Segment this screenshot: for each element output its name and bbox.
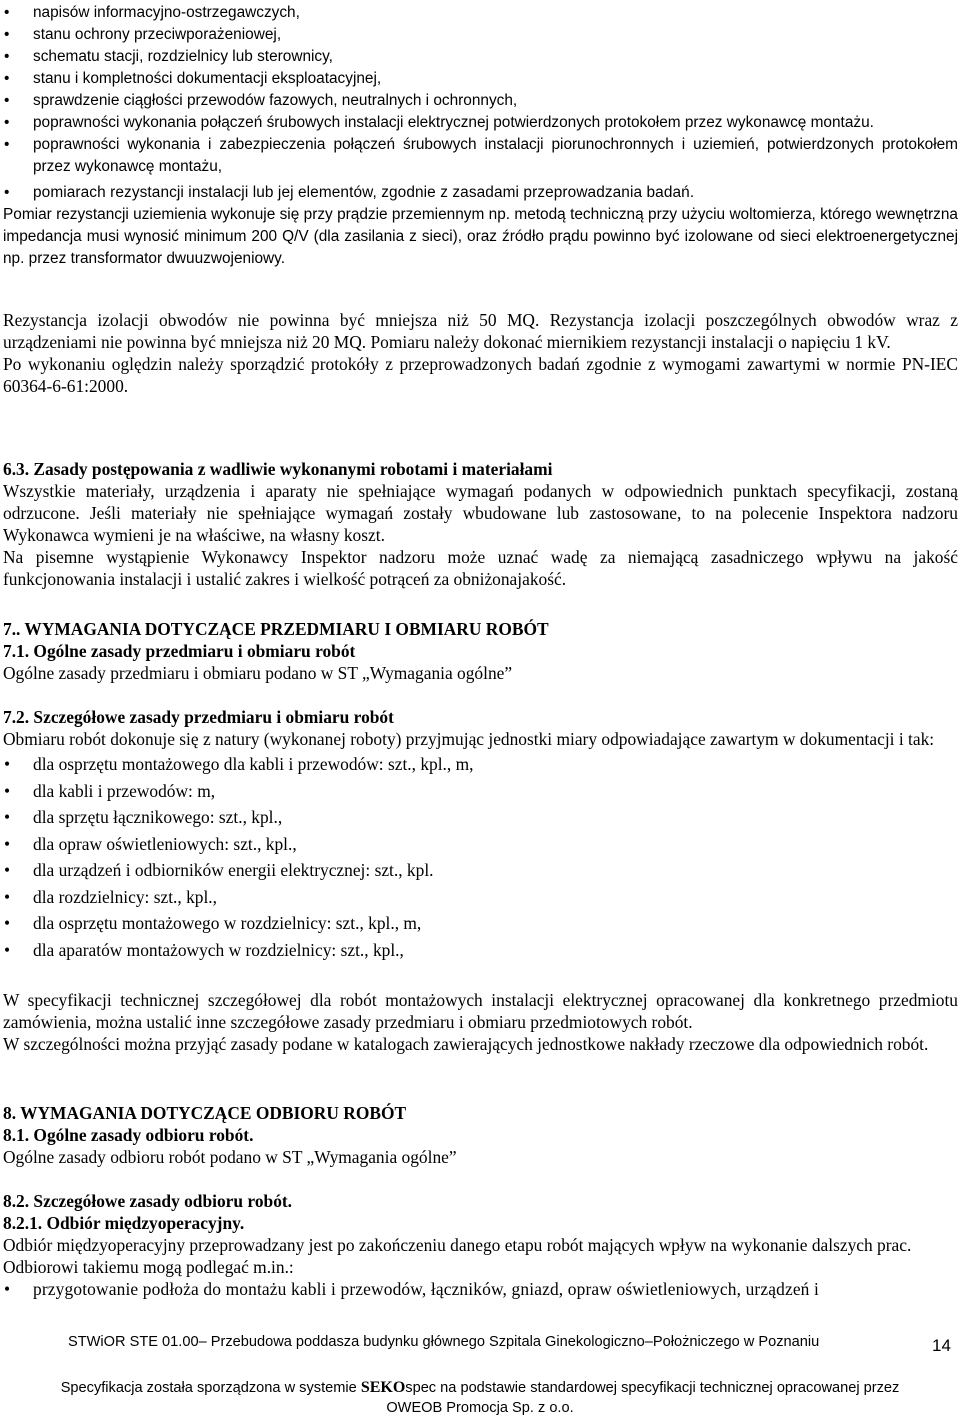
bullet-icon: • (4, 807, 11, 827)
section-7-1-heading: 7.1. Ogólne zasady przedmiaru i obmiaru robót (3, 641, 356, 661)
section-6-3-paragraph-b: Na pisemne wystąpienie Wykonawcy Inspektor nadzoru może uznać wadę za niemającą zasadniczego wpływu na jakość funkcjonowania instalacji i ustalić zakres i wielkość potrąceń za obniżonajakość. (3, 547, 958, 589)
list-item: • dla osprzętu montażowego dla kabli i przewodów: szt., kpl., m, (4, 754, 474, 774)
spacer (3, 1168, 958, 1190)
section-8-1-heading: 8.1. Ogólne zasady odbioru robót. (3, 1125, 254, 1145)
list-item: • dla kabli i przewodów: m, (4, 780, 216, 801)
page-number: 14 (932, 1336, 951, 1355)
section-7-2-paragraph: Obmiaru robót dokonuje się z natury (wykonanej roboty) przyjmując jednostki miary odpowiadające zawartym w dokumentacji i tak: (3, 729, 935, 749)
list-item: • stanu i kompletności dokumentacji eksploatacyjnej, (3, 68, 958, 90)
bullet-icon: • (4, 780, 11, 801)
section-6-3-heading: 6.3. Zasady postępowania z wadliwie wykonanymi robotami i materiałami (3, 459, 553, 479)
list-item: • dla urządzeń i odbiorników energii elektrycznej: szt., kpl. (4, 860, 434, 880)
bullet-icon: • (4, 4, 10, 21)
section-7-paragraph-b: W szczególności można przyjąć zasady podane w katalogach zawierających jednostkowe nakłady rzeczowe dla odpowiednich robót. (3, 1034, 929, 1054)
bullet-icon: • (4, 136, 10, 153)
ground-resistance-paragraph: Pomiar rezystancji uziemienia wykonuje się przy prądzie przemiennym np. metodą techniczną przy użyciu woltomierza, którego wewnętrzna impedancja musi wynosić minimum 200 Q/V (dla zasilania z sieci), oraz źródło prądu powinno być izolowane od sieci elektroenergetycznej np. przez transformator dwuuzwojeniowy. (3, 206, 958, 267)
inspection-list-block (3, 2, 958, 270)
list-item: • dla aparatów montażowych w rozdzielnicy: szt., kpl., (4, 939, 404, 960)
section-7-heading: 7.. WYMAGANIA DOTYCZĄCE PRZEDMIARU I OBMIARU ROBÓT (3, 619, 549, 639)
section-8-heading: 8. WYMAGANIA DOTYCZĄCE ODBIORU ROBÓT (3, 1103, 407, 1123)
footer-note (0, 1378, 960, 1418)
footer-line (68, 1331, 908, 1353)
section-7-2-heading: 7.2. Szczegółowe zasady przedmiaru i obmiaru robót (3, 707, 394, 727)
bullet-icon: • (4, 70, 10, 87)
section-8-2-heading: 8.2. Szczegółowe zasady odbioru robót. (3, 1191, 293, 1211)
section-8 (3, 1102, 958, 1300)
list-item: • stanu ochrony przeciwporażeniowej, (3, 24, 958, 46)
bullet-icon: • (4, 114, 10, 131)
system-name: SEKO (360, 1379, 406, 1396)
bullet-icon: • (4, 184, 10, 201)
section-8-2-1-paragraph-a: Odbiór międzyoperacyjny przeprowadzany jest po zakończeniu danego etapu robót mających wpływ na wykonanie dalszych prac. (3, 1235, 912, 1255)
bullet-icon: • (4, 939, 11, 960)
bullet-icon: • (4, 860, 11, 880)
bullet-icon: • (4, 913, 11, 933)
spacer (3, 684, 958, 706)
section-7-paragraph-a: W specyfikacji technicznej szczegółowej dla robót montażowych instalacji elektrycznej opracowanej dla konkretnego przedmiotu zamówienia, można ustalić inne szczegółowe zasady przedmiaru i obmiaru przedmiotowych robót. (3, 990, 958, 1032)
bullet-icon: • (4, 833, 11, 854)
section-7 (3, 618, 958, 961)
list-item: • schematu stacji, rozdzielnicy lub sterownicy, (3, 46, 958, 68)
measurement-units-list (3, 753, 958, 961)
insulation-block (3, 309, 958, 397)
protocols-paragraph: Po wykonaniu oględzin należy sporządzić protokóły z przeprowadzonych badań zgodnie z wymogami zawartymi w normie PN-IEC 60364-6-61:2000. (3, 354, 958, 396)
bullet-icon: • (4, 92, 10, 109)
list-item: • dla sprzętu łącznikowego: szt., kpl., (4, 807, 283, 827)
footer-document-title: STWiOR STE 01.00– Przebudowa poddasza budynku głównego Szpitala Ginekologiczno–Położniczego w Poznaniu (68, 1334, 820, 1350)
bullet-icon: • (4, 26, 10, 43)
section-7-notes (3, 989, 958, 1055)
footer-note-line-1: Specyfikacja została sporządzona w systemie SEKOspec na podstawie standardowej specyfikacji technicznej opracowanej przez (60, 1379, 900, 1396)
section-6-3-paragraph-a: Wszystkie materiały, urządzenia i aparaty nie spełniające wymagań podanych w odpowiednich punktach specyfikacji, zostaną odrzucone. Jeśli materiały nie spełniające wymagań zostały wbudowane lub zastosowane, to na polecenie Inspektora nadzoru Wykonawca wymieni je na właściwe, na własny koszt. (3, 481, 958, 545)
section-6-3 (3, 458, 958, 590)
footer-note-line-2: OWEOB Promocja Sp. z o.o. (386, 1400, 574, 1416)
inspection-list (3, 2, 958, 204)
section-8-2-1-paragraph-b: Odbiorowi takiemu mogą podlegać m.in.: (3, 1257, 294, 1277)
bullet-icon: • (4, 754, 11, 774)
bullet-icon: • (4, 1279, 11, 1299)
acceptance-list (3, 1278, 958, 1300)
bullet-icon: • (4, 48, 10, 65)
list-item: • przygotowanie podłoża do montażu kabli i przewodów, łączników, gniazd, opraw oświetleniowych, urządzeń i (4, 1279, 820, 1299)
list-item: • dla opraw oświetleniowych: szt., kpl., (4, 833, 297, 854)
list-item: • poprawności wykonania połączeń śrubowych instalacji elektrycznej potwierdzonych protokołem przez wykonawcę montażu. (3, 112, 958, 134)
insulation-paragraph: Rezystancja izolacji obwodów nie powinna być mniejsza niż 50 MQ. Rezystancja izolacji poszczególnych obwodów wraz z urządzeniami nie powinna być mniejsza niż 20 MQ. Pomiaru należy dokonać miernikiem rezystancji instalacji o napięciu 1 kV. (3, 310, 958, 352)
section-7-1-paragraph: Ogólne zasady przedmiaru i obmiaru podano w ST „Wymagania ogólne” (3, 663, 513, 683)
list-item: • dla rozdzielnicy: szt., kpl., (4, 886, 217, 907)
section-8-1-paragraph: Ogólne zasady odbioru robót podano w ST „Wymagania ogólne” (3, 1147, 457, 1167)
section-8-2-1-heading: 8.2.1. Odbiór międzyoperacyjny. (3, 1213, 245, 1233)
bullet-icon: • (4, 886, 11, 907)
list-item: • sprawdzenie ciągłości przewodów fazowych, neutralnych i ochronnych, (3, 90, 958, 112)
list-item: • pomiarach rezystancji instalacji lub jej elementów, zgodnie z zasadami przeprowadzania badań. (3, 182, 958, 204)
list-item: • poprawności wykonania i zabezpieczenia połączeń śrubowych instalacji piorunochronnych i uziemień, potwierdzonych protokołem przez wykonawcę montażu, (4, 136, 958, 175)
list-item: • dla osprzętu montażowego w rozdzielnicy: szt., kpl., m, (4, 913, 422, 933)
list-item: • napisów informacyjno-ostrzegawczych, (3, 2, 958, 24)
